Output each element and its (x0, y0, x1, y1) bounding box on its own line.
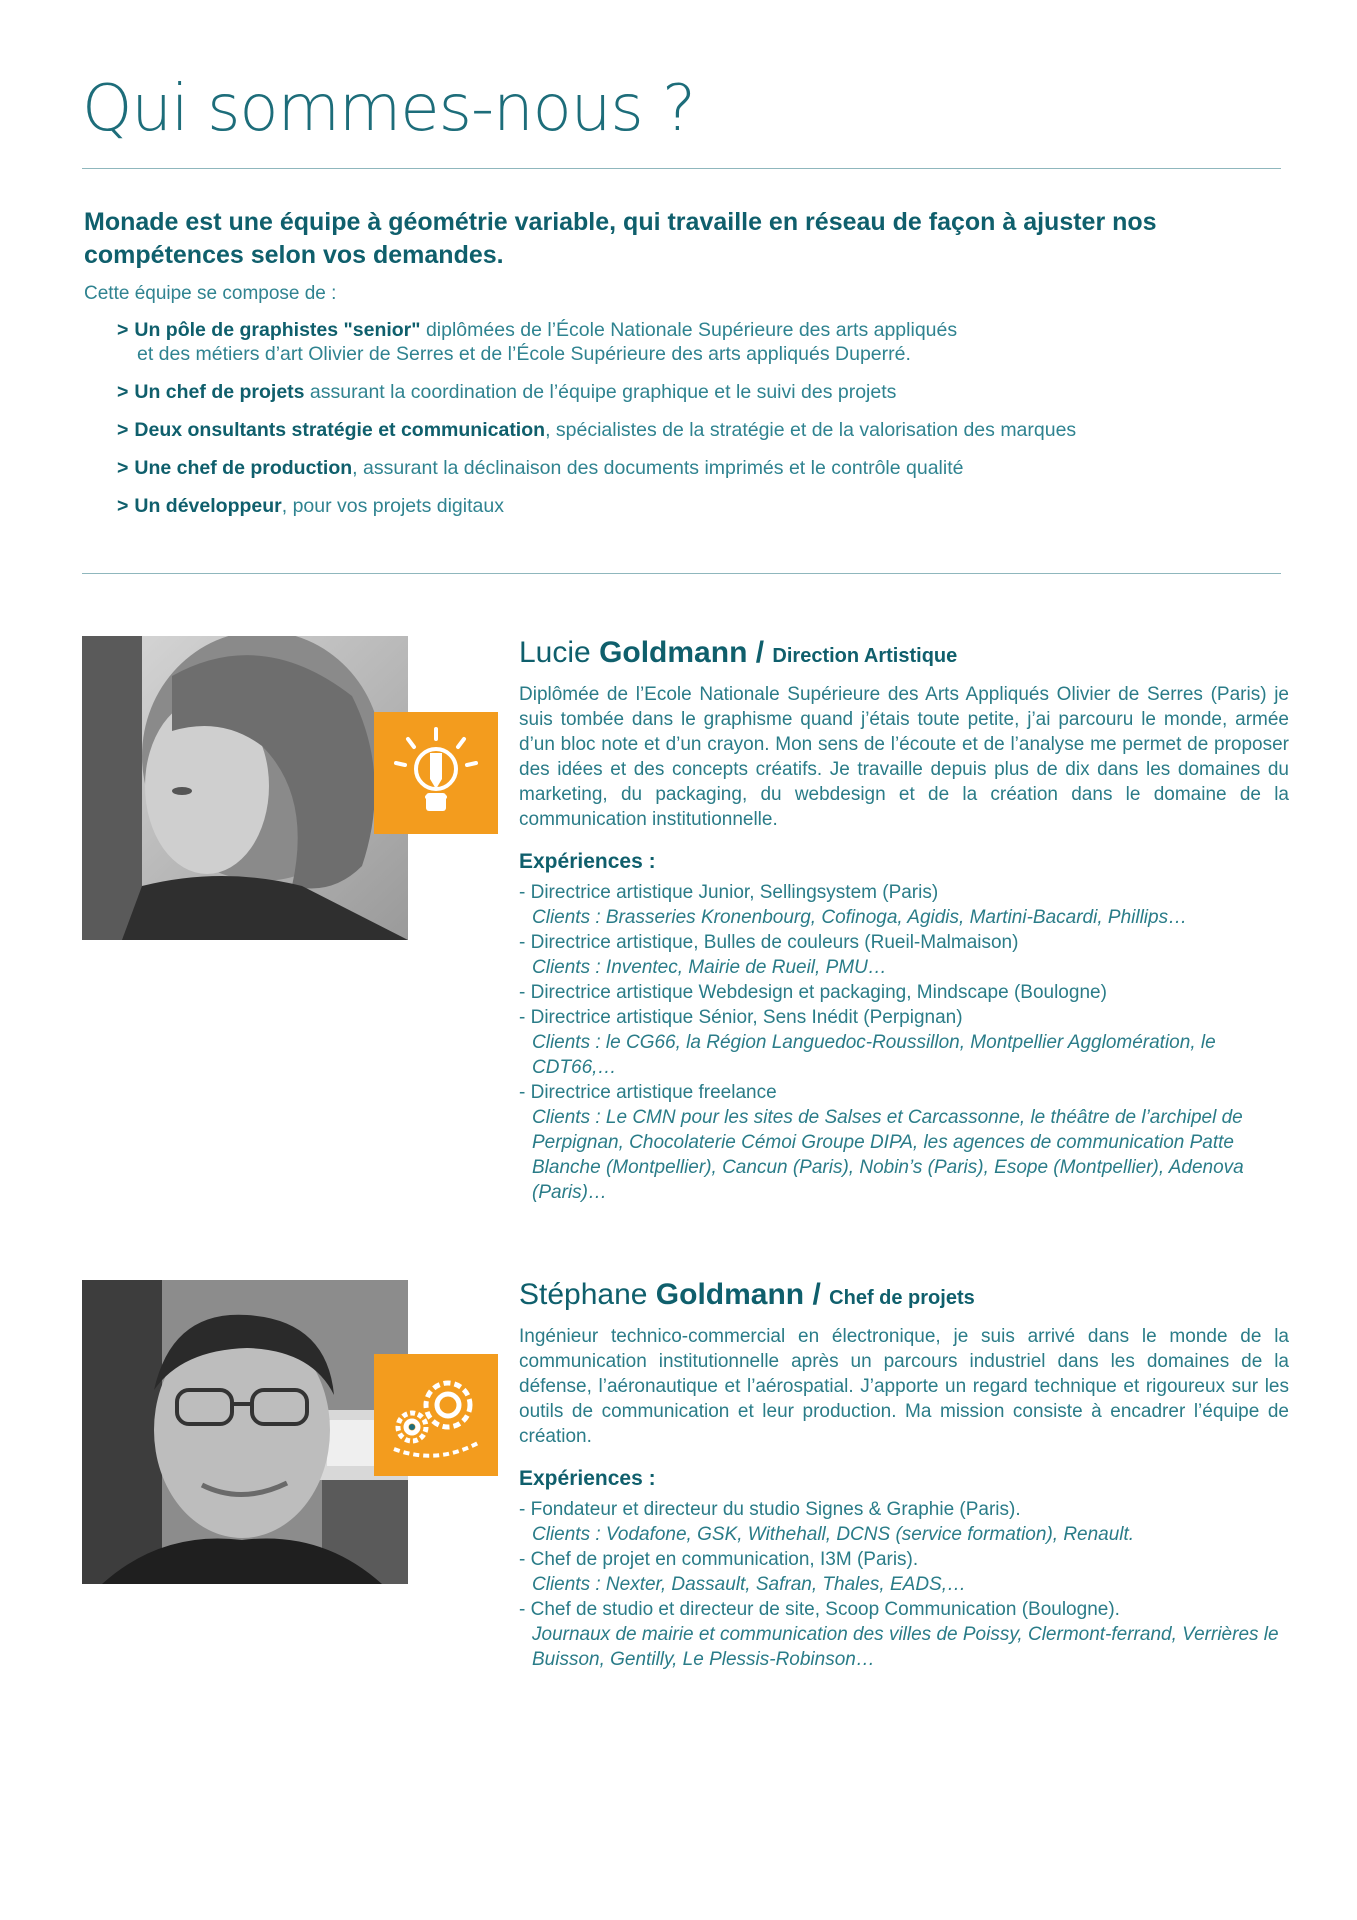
team-item-text: , spécialistes de la stratégie et de la valorisation des marques (545, 419, 1077, 441)
gears-icon (384, 1365, 488, 1465)
experience-item (519, 1597, 1289, 1672)
compose-intro: Cette équipe se compose de : (84, 283, 337, 304)
team-item (117, 494, 1076, 518)
experience-item (519, 1005, 1289, 1080)
profile-bio: Ingénieur technico-commercial en électronique, je suis arrivé dans le monde de la communication institutionnelle après un parcours industriel dans les domaines de la défense, l’aéronautique et l’aérospatial. J’apporte un regard technique et rigoureux sur les outils de communication et leur production. Ma mission consiste à encadrer l’équipe de création. (519, 1326, 1289, 1447)
team-item-text: , assurant la déclinaison des documents imprimés et le contrôle qualité (352, 457, 964, 479)
team-item-text: diplômées de l’École Nationale Supérieure des arts appliqués (420, 319, 958, 341)
name-separator: / (747, 636, 773, 669)
lightbulb-pencil-badge (374, 712, 498, 834)
gears-badge (374, 1354, 498, 1476)
experience-clients: Clients : le CG66, la Région Languedoc-Roussillon, Montpellier Agglomération, le CDT66,… (532, 1032, 1216, 1078)
arrow-icon: > (117, 381, 129, 403)
team-item (117, 456, 1076, 480)
title-divider (82, 168, 1281, 169)
team-item-title: Un chef de projets (134, 381, 305, 403)
experience-job: - Directrice artistique, Bulles de couleurs (Rueil-Malmaison) (519, 930, 1289, 955)
team-item (117, 418, 1076, 442)
arrow-icon: > (117, 419, 129, 441)
team-item-text: , pour vos projets digitaux (281, 495, 504, 517)
last-name: Goldmann (599, 636, 748, 669)
experience-clients: Journaux de mairie et communication des villes de Poissy, Clermont-ferrand, Verrières le Buisson, Gentilly, Le Plessis-Robinson… (532, 1624, 1279, 1670)
experience-clients: Clients : Vodafone, GSK, Withehall, DCNS (service formation), Renault. (532, 1524, 1135, 1545)
experience-item (519, 1497, 1289, 1547)
profile-role: Direction Artistique (772, 645, 958, 667)
experience-clients: Clients : Brasseries Kronenbourg, Cofinoga, Agidis, Martini-Bacardi, Phillips… (532, 907, 1188, 928)
profile-lucie (519, 636, 1289, 1205)
experience-clients: Clients : Inventec, Mairie de Rueil, PMU… (532, 957, 887, 978)
experience-job: - Directrice artistique Webdesign et packaging, Mindscape (Boulogne) (519, 980, 1289, 1005)
experience-job: - Directrice artistique freelance (519, 1080, 1289, 1105)
experiences-list (519, 880, 1289, 1205)
last-name: Goldmann (655, 1278, 805, 1311)
profile-photo-stephane (82, 1280, 408, 1584)
team-item (117, 318, 1076, 366)
experience-job: - Directrice artistique Sénior, Sens Inédit (Perpignan) (519, 1005, 1289, 1030)
intro-lead: Monade est une équipe à géométrie variable, qui travaille en réseau de façon à ajuster nos compétences selon vos demandes. (84, 208, 1157, 269)
experience-job: - Chef de studio et directeur de site, Scoop Communication (Boulogne). (519, 1597, 1289, 1622)
experience-job: - Fondateur et directeur du studio Signes & Graphie (Paris). (519, 1497, 1289, 1522)
section-divider (82, 573, 1281, 574)
team-item-title: Deux onsultants stratégie et communication (134, 419, 546, 441)
profile-photo-lucie (82, 636, 408, 940)
experience-item (519, 1547, 1289, 1597)
team-list (117, 318, 1076, 532)
experience-item (519, 1080, 1289, 1205)
experience-clients: Clients : Le CMN pour les sites de Salses et Carcassonne, le théâtre de l’archipel de Perpignan, Chocolaterie Cémoi Groupe DIPA, les agences de communication Patte Blanche (Montpellier), Cancun (Paris), Nobin’s (Paris), Esope (Montpellier), Adenova (Paris)… (532, 1107, 1244, 1203)
first-name: Lucie (519, 636, 591, 669)
experience-item (519, 930, 1289, 980)
first-name: Stéphane (519, 1278, 648, 1311)
team-item-text-continued: et des métiers d’art Olivier de Serres et de l’École Supérieure des arts appliqués Duperré. (137, 343, 911, 365)
profile-bio: Diplômée de l’Ecole Nationale Supérieure des Arts Appliqués Olivier de Serres (Paris) je suis tombée dans le graphisme quand j’étais toute petite, j’ai parcouru le monde, armée d’un bloc note et d’un crayon. Mon sens de l’écoute et de l’analyse me permet de proposer des idées et des concepts créatifs. Je travaille depuis plus de dix dans les domaines du marketing, du packaging, du webdesign et de la création dans le domaine de la communication institutionnelle. (519, 684, 1289, 830)
team-item-title: Une chef de production (134, 457, 353, 479)
team-item-title: Un développeur (134, 495, 282, 517)
experience-job: - Directrice artistique Junior, Sellingsystem (Paris) (519, 880, 1289, 905)
profile-name (519, 1278, 1289, 1312)
arrow-icon: > (117, 495, 129, 517)
experiences-heading: Expériences : (519, 1467, 656, 1490)
profile-name (519, 636, 1289, 670)
profile-stephane (519, 1278, 1289, 1672)
arrow-icon: > (117, 319, 129, 341)
team-item (117, 380, 1076, 404)
arrow-icon: > (117, 457, 129, 479)
name-separator: / (804, 1278, 830, 1311)
experience-clients: Clients : Nexter, Dassault, Safran, Thales, EADS,… (532, 1574, 967, 1595)
team-item-text: assurant la coordination de l’équipe graphique et le suivi des projets (304, 381, 897, 403)
experience-job: - Chef de projet en communication, I3M (Paris). (519, 1547, 1289, 1572)
page-title: Qui sommes-nous ? (82, 72, 695, 146)
lightbulb-pencil-icon (386, 723, 486, 823)
experiences-list (519, 1497, 1289, 1672)
profile-role: Chef de projets (829, 1287, 975, 1309)
experiences-heading: Expériences : (519, 850, 656, 873)
team-item-title: Un pôle de graphistes "senior" (134, 319, 421, 341)
experience-item (519, 980, 1289, 1005)
experience-item (519, 880, 1289, 930)
